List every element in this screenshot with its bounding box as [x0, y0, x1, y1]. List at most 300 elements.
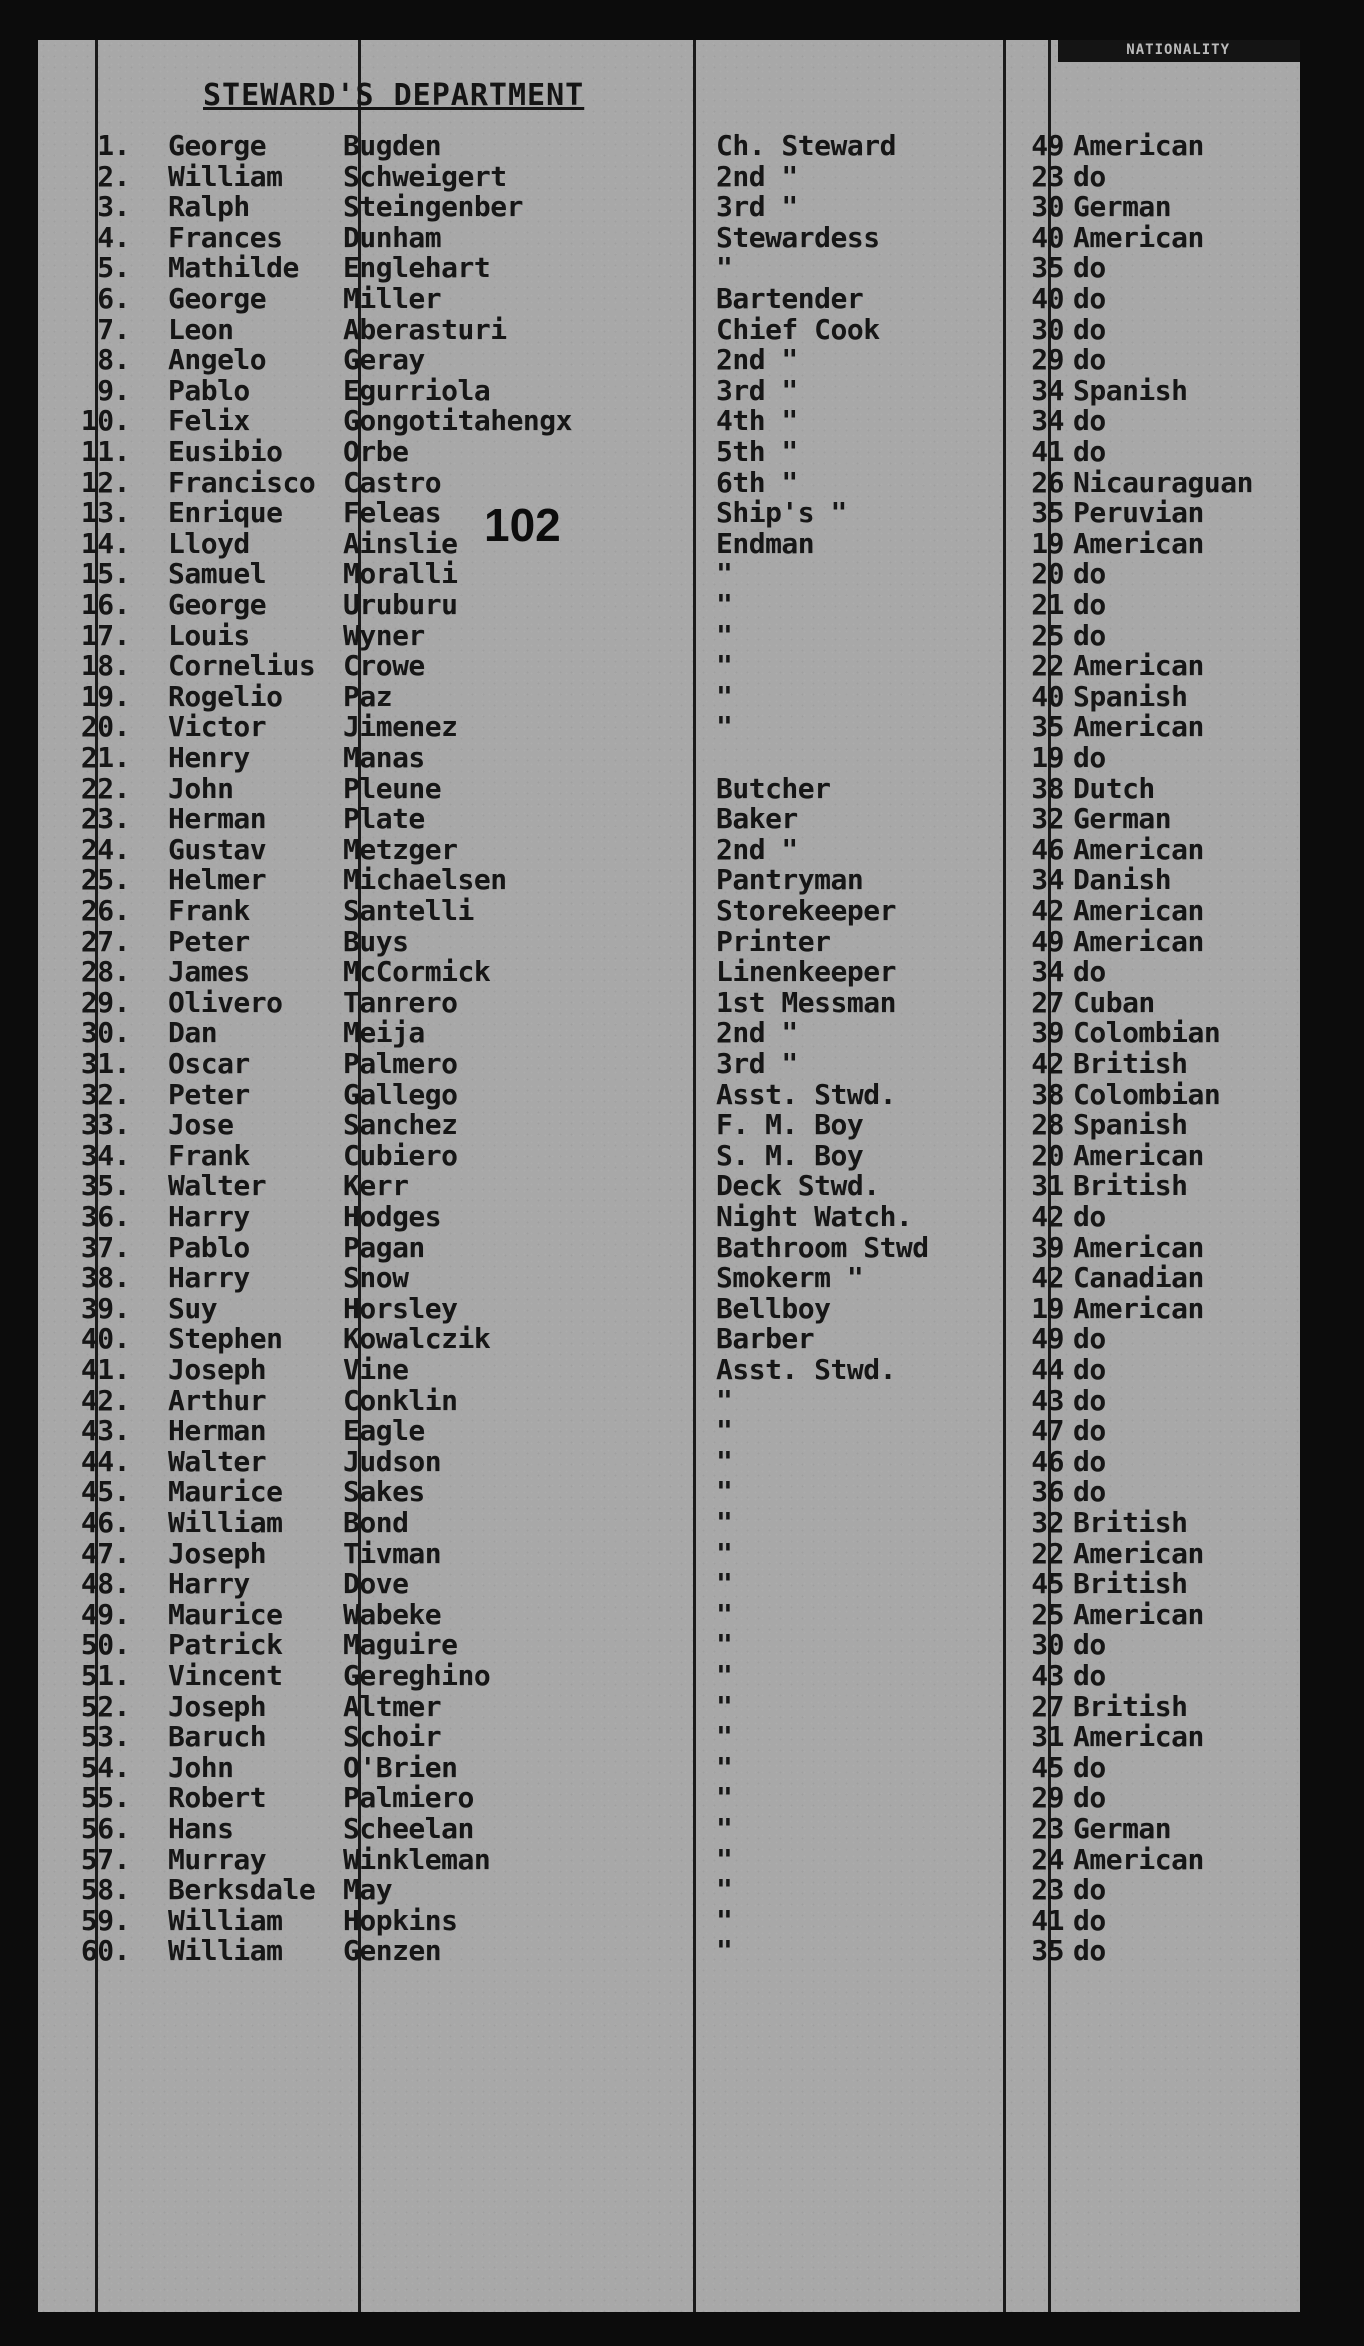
- first-name: Maurice: [168, 1475, 283, 1508]
- row-number: 16.: [80, 588, 130, 621]
- nationality: do: [1073, 1475, 1106, 1508]
- nationality: American: [1073, 1231, 1204, 1264]
- row-number: 27.: [80, 925, 130, 958]
- first-name: Angelo: [168, 343, 267, 376]
- nationality: do: [1073, 588, 1106, 621]
- last-name: Dunham: [343, 221, 442, 254]
- last-name: Schoir: [343, 1720, 442, 1753]
- last-name: Meija: [343, 1016, 425, 1049]
- age: 38: [1031, 1078, 1064, 1111]
- last-name: Palmiero: [343, 1781, 474, 1814]
- row-number: 20.: [80, 710, 130, 743]
- age: 35: [1031, 710, 1064, 743]
- nationality: Spanish: [1073, 1108, 1188, 1141]
- position: 1st Messman: [716, 986, 896, 1019]
- nationality: American: [1073, 833, 1204, 866]
- position: F. M. Boy: [716, 1108, 864, 1141]
- first-name: Enrique: [168, 496, 283, 529]
- nationality: Spanish: [1073, 680, 1188, 713]
- first-name: Olivero: [168, 986, 283, 1019]
- last-name: Pagan: [343, 1231, 425, 1264]
- first-name: Samuel: [168, 557, 267, 590]
- last-name: Winkleman: [343, 1843, 491, 1876]
- first-name: Louis: [168, 619, 250, 652]
- nationality: do: [1073, 1322, 1106, 1355]
- nationality: American: [1073, 1843, 1204, 1876]
- nationality: British: [1073, 1690, 1188, 1723]
- nationality: Cuban: [1073, 986, 1155, 1019]
- position: Ship's ": [716, 496, 847, 529]
- nationality: do: [1073, 1934, 1106, 1967]
- row-number: 41.: [80, 1353, 130, 1386]
- last-name: Vine: [343, 1353, 409, 1386]
- last-name: May: [343, 1873, 393, 1906]
- position: Deck Stwd.: [716, 1169, 880, 1202]
- last-name: Tivman: [343, 1537, 442, 1570]
- position: ": [716, 710, 733, 743]
- nationality: do: [1073, 404, 1106, 437]
- row-number: 53.: [80, 1720, 130, 1753]
- age: 19: [1031, 1292, 1064, 1325]
- age: 40: [1031, 282, 1064, 315]
- nationality: do: [1073, 955, 1106, 988]
- age: 28: [1031, 1108, 1064, 1141]
- position: ": [716, 1720, 733, 1753]
- age: 20: [1031, 557, 1064, 590]
- nationality: do: [1073, 1414, 1106, 1447]
- position: ": [716, 251, 733, 284]
- position: 3rd ": [716, 1047, 798, 1080]
- age: 35: [1031, 251, 1064, 284]
- last-name: Uruburu: [343, 588, 458, 621]
- ruled-line-position: [693, 40, 696, 2312]
- age: 27: [1031, 986, 1064, 1019]
- nationality: American: [1073, 1598, 1204, 1631]
- first-name: Murray: [168, 1843, 267, 1876]
- row-number: 55.: [80, 1781, 130, 1814]
- first-name: Dan: [168, 1016, 218, 1049]
- age: 36: [1031, 1475, 1064, 1508]
- last-name: Jimenez: [343, 710, 458, 743]
- age: 43: [1031, 1384, 1064, 1417]
- first-name: Herman: [168, 1414, 267, 1447]
- nationality: do: [1073, 741, 1106, 774]
- position: Endman: [716, 527, 815, 560]
- first-name: Helmer: [168, 863, 267, 896]
- nationality: Canadian: [1073, 1261, 1204, 1294]
- last-name: Gongotitahengx: [343, 404, 573, 437]
- nationality: Peruvian: [1073, 496, 1204, 529]
- nationality: American: [1073, 129, 1204, 162]
- age: 23: [1031, 1812, 1064, 1845]
- position: 3rd ": [716, 374, 798, 407]
- first-name: Harry: [168, 1200, 250, 1233]
- nationality: do: [1073, 435, 1106, 468]
- row-number: 6.: [97, 282, 130, 315]
- position: Smokerm ": [716, 1261, 864, 1294]
- manifest-sheet: [38, 40, 1300, 2312]
- age: 41: [1031, 1904, 1064, 1937]
- first-name: Leon: [168, 313, 234, 346]
- age: 27: [1031, 1690, 1064, 1723]
- age: 42: [1031, 1261, 1064, 1294]
- age: 42: [1031, 1047, 1064, 1080]
- row-number: 13.: [80, 496, 130, 529]
- first-name: Walter: [168, 1445, 267, 1478]
- last-name: Pleune: [343, 772, 442, 805]
- row-number: 35.: [80, 1169, 130, 1202]
- row-number: 9.: [97, 374, 130, 407]
- row-number: 52.: [80, 1690, 130, 1723]
- last-name: Schweigert: [343, 160, 507, 193]
- last-name: Dove: [343, 1567, 409, 1600]
- position: Chief Cook: [716, 313, 880, 346]
- position: 6th ": [716, 466, 798, 499]
- first-name: William: [168, 1934, 283, 1967]
- last-name: Horsley: [343, 1292, 458, 1325]
- row-number: 25.: [80, 863, 130, 896]
- page-title: STEWARD'S DEPARTMENT: [203, 78, 585, 113]
- row-number: 15.: [80, 557, 130, 590]
- first-name: Frank: [168, 1139, 250, 1172]
- first-name: Rogelio: [168, 680, 283, 713]
- row-number: 10.: [80, 404, 130, 437]
- last-name: Sanchez: [343, 1108, 458, 1141]
- nationality: American: [1073, 221, 1204, 254]
- last-name: Kerr: [343, 1169, 409, 1202]
- nationality: do: [1073, 1659, 1106, 1692]
- last-name: O'Brien: [343, 1751, 458, 1784]
- row-number: 1.: [97, 129, 130, 162]
- last-name: Kowalczik: [343, 1322, 491, 1355]
- row-number: 33.: [80, 1108, 130, 1141]
- first-name: Joseph: [168, 1537, 267, 1570]
- position: ": [716, 1598, 733, 1631]
- nationality: do: [1073, 557, 1106, 590]
- last-name: Tanrero: [343, 986, 458, 1019]
- age: 40: [1031, 221, 1064, 254]
- first-name: Felix: [168, 404, 250, 437]
- position: ": [716, 619, 733, 652]
- first-name: Ralph: [168, 190, 250, 223]
- last-name: Scheelan: [343, 1812, 474, 1845]
- nationality: American: [1073, 1537, 1204, 1570]
- age: 32: [1031, 1506, 1064, 1539]
- nationality: do: [1073, 1445, 1106, 1478]
- nationality: do: [1073, 1781, 1106, 1814]
- last-name: Crowe: [343, 649, 425, 682]
- position: ": [716, 680, 733, 713]
- row-number: 31.: [80, 1047, 130, 1080]
- row-number: 14.: [80, 527, 130, 560]
- row-number: 17.: [80, 619, 130, 652]
- last-name: Metzger: [343, 833, 458, 866]
- row-number: 43.: [80, 1414, 130, 1447]
- first-name: Harry: [168, 1261, 250, 1294]
- nationality: Nicauraguan: [1073, 466, 1253, 499]
- row-number: 11.: [80, 435, 130, 468]
- last-name: Moralli: [343, 557, 458, 590]
- age: 49: [1031, 1322, 1064, 1355]
- nationality: do: [1073, 1751, 1106, 1784]
- first-name: Frances: [168, 221, 283, 254]
- row-number: 45.: [80, 1475, 130, 1508]
- nationality: Colombian: [1073, 1016, 1221, 1049]
- age: 34: [1031, 374, 1064, 407]
- position: 2nd ": [716, 160, 798, 193]
- nationality: American: [1073, 527, 1204, 560]
- last-name: Buys: [343, 925, 409, 958]
- age: 25: [1031, 619, 1064, 652]
- nationality: American: [1073, 894, 1204, 927]
- nationality: British: [1073, 1047, 1188, 1080]
- nationality: do: [1073, 313, 1106, 346]
- nationality: American: [1073, 1139, 1204, 1172]
- age: 46: [1031, 1445, 1064, 1478]
- row-number: 38.: [80, 1261, 130, 1294]
- age: 21: [1031, 588, 1064, 621]
- first-name: Vincent: [168, 1659, 283, 1692]
- age: 35: [1031, 496, 1064, 529]
- position: S. M. Boy: [716, 1139, 864, 1172]
- last-name: Conklin: [343, 1384, 458, 1417]
- row-number: 50.: [80, 1628, 130, 1661]
- row-number: 26.: [80, 894, 130, 927]
- row-number: 4.: [97, 221, 130, 254]
- first-name: John: [168, 772, 234, 805]
- nationality: British: [1073, 1567, 1188, 1600]
- position: ": [716, 557, 733, 590]
- last-name: Gereghino: [343, 1659, 491, 1692]
- first-name: Maurice: [168, 1598, 283, 1631]
- last-name: Wabeke: [343, 1598, 442, 1631]
- position: ": [716, 649, 733, 682]
- position: Storekeeper: [716, 894, 896, 927]
- position: ": [716, 1843, 733, 1876]
- age: 26: [1031, 466, 1064, 499]
- age: 38: [1031, 772, 1064, 805]
- age: 24: [1031, 1843, 1064, 1876]
- position: Night Watch.: [716, 1200, 913, 1233]
- first-name: Baruch: [168, 1720, 267, 1753]
- position: ": [716, 1567, 733, 1600]
- top-edge-stripe: [1058, 40, 1300, 62]
- row-number: 44.: [80, 1445, 130, 1478]
- row-number: 60.: [80, 1934, 130, 1967]
- nationality: do: [1073, 619, 1106, 652]
- position: Pantryman: [716, 863, 864, 896]
- first-name: Pablo: [168, 1231, 250, 1264]
- position: ": [716, 1751, 733, 1784]
- last-name: Castro: [343, 466, 442, 499]
- first-name: James: [168, 955, 250, 988]
- age: 42: [1031, 1200, 1064, 1233]
- position: Ch. Steward: [716, 129, 896, 162]
- last-name: Judson: [343, 1445, 442, 1478]
- position: 4th ": [716, 404, 798, 437]
- last-name: Genzen: [343, 1934, 442, 1967]
- nationality: American: [1073, 710, 1204, 743]
- last-name: Hopkins: [343, 1904, 458, 1937]
- position: ": [716, 1659, 733, 1692]
- last-name: Bugden: [343, 129, 442, 162]
- first-name: Peter: [168, 925, 250, 958]
- first-name: Walter: [168, 1169, 267, 1202]
- last-name: Paz: [343, 680, 393, 713]
- first-name: William: [168, 160, 283, 193]
- page-stamp-number: 102: [484, 499, 561, 551]
- age: 45: [1031, 1751, 1064, 1784]
- age: 29: [1031, 343, 1064, 376]
- last-name: Altmer: [343, 1690, 442, 1723]
- first-name: Berksdale: [168, 1873, 316, 1906]
- last-name: Bond: [343, 1506, 409, 1539]
- age: 31: [1031, 1169, 1064, 1202]
- row-number: 34.: [80, 1139, 130, 1172]
- age: 41: [1031, 435, 1064, 468]
- nationality: Spanish: [1073, 374, 1188, 407]
- nationality: British: [1073, 1169, 1188, 1202]
- nationality: do: [1073, 1628, 1106, 1661]
- first-name: Patrick: [168, 1628, 283, 1661]
- row-number: 56.: [80, 1812, 130, 1845]
- row-number: 57.: [80, 1843, 130, 1876]
- first-name: Hans: [168, 1812, 234, 1845]
- position: ": [716, 1628, 733, 1661]
- nationality: do: [1073, 1384, 1106, 1417]
- row-number: 28.: [80, 955, 130, 988]
- first-name: George: [168, 129, 267, 162]
- last-name: Ainslie: [343, 527, 458, 560]
- first-name: Mathilde: [168, 251, 299, 284]
- last-name: Geray: [343, 343, 425, 376]
- age: 35: [1031, 1934, 1064, 1967]
- last-name: Wyner: [343, 619, 425, 652]
- age: 39: [1031, 1231, 1064, 1264]
- age: 47: [1031, 1414, 1064, 1447]
- nationality: do: [1073, 282, 1106, 315]
- row-number: 29.: [80, 986, 130, 1019]
- last-name: Snow: [343, 1261, 409, 1294]
- last-name: Palmero: [343, 1047, 458, 1080]
- age: 43: [1031, 1659, 1064, 1692]
- first-name: Oscar: [168, 1047, 250, 1080]
- last-name: Sakes: [343, 1475, 425, 1508]
- age: 49: [1031, 925, 1064, 958]
- nationality: American: [1073, 1292, 1204, 1325]
- first-name: William: [168, 1904, 283, 1937]
- first-name: Jose: [168, 1108, 234, 1141]
- nationality: do: [1073, 1873, 1106, 1906]
- last-name: Santelli: [343, 894, 474, 927]
- row-number: 30.: [80, 1016, 130, 1049]
- row-number: 46.: [80, 1506, 130, 1539]
- position: Asst. Stwd.: [716, 1078, 896, 1111]
- age: 23: [1031, 160, 1064, 193]
- first-name: Eusibio: [168, 435, 283, 468]
- last-name: Egurriola: [343, 374, 491, 407]
- position: ": [716, 1445, 733, 1478]
- row-number: 54.: [80, 1751, 130, 1784]
- nationality: Dutch: [1073, 772, 1155, 805]
- age: 30: [1031, 313, 1064, 346]
- first-name: Herman: [168, 802, 267, 835]
- row-number: 58.: [80, 1873, 130, 1906]
- first-name: Joseph: [168, 1690, 267, 1723]
- position: ": [716, 1384, 733, 1417]
- first-name: Francisco: [168, 466, 316, 499]
- age: 30: [1031, 1628, 1064, 1661]
- age: 45: [1031, 1567, 1064, 1600]
- row-number: 37.: [80, 1231, 130, 1264]
- position: ": [716, 1690, 733, 1723]
- age: 19: [1031, 741, 1064, 774]
- first-name: Lloyd: [168, 527, 250, 560]
- last-name: Maguire: [343, 1628, 458, 1661]
- row-number: 8.: [97, 343, 130, 376]
- age: 22: [1031, 649, 1064, 682]
- row-number: 7.: [97, 313, 130, 346]
- last-name: Englehart: [343, 251, 491, 284]
- age: 44: [1031, 1353, 1064, 1386]
- age: 31: [1031, 1720, 1064, 1753]
- first-name: Pablo: [168, 374, 250, 407]
- position: Asst. Stwd.: [716, 1353, 896, 1386]
- row-number: 39.: [80, 1292, 130, 1325]
- age: 34: [1031, 955, 1064, 988]
- first-name: Gustav: [168, 833, 267, 866]
- last-name: Aberasturi: [343, 313, 507, 346]
- row-number: 24.: [80, 833, 130, 866]
- nationality: Danish: [1073, 863, 1172, 896]
- row-number: 47.: [80, 1537, 130, 1570]
- position: Bellboy: [716, 1292, 831, 1325]
- last-name: Gallego: [343, 1078, 458, 1111]
- row-number: 42.: [80, 1384, 130, 1417]
- age: 34: [1031, 863, 1064, 896]
- nationality: do: [1073, 343, 1106, 376]
- first-name: Robert: [168, 1781, 267, 1814]
- row-number: 36.: [80, 1200, 130, 1233]
- age: 30: [1031, 190, 1064, 223]
- position: ": [716, 1537, 733, 1570]
- nationality: German: [1073, 190, 1172, 223]
- position: Bartender: [716, 282, 864, 315]
- position: Stewardess: [716, 221, 880, 254]
- first-name: John: [168, 1751, 234, 1784]
- nationality: do: [1073, 1200, 1106, 1233]
- nationality: do: [1073, 160, 1106, 193]
- age: 32: [1031, 802, 1064, 835]
- row-number: 59.: [80, 1904, 130, 1937]
- position: Butcher: [716, 772, 831, 805]
- row-number: 12.: [80, 466, 130, 499]
- first-name: Peter: [168, 1078, 250, 1111]
- row-number: 3.: [97, 190, 130, 223]
- row-number: 2.: [97, 160, 130, 193]
- last-name: Cubiero: [343, 1139, 458, 1172]
- nationality: German: [1073, 1812, 1172, 1845]
- position: 2nd ": [716, 343, 798, 376]
- row-number: 51.: [80, 1659, 130, 1692]
- age: 25: [1031, 1598, 1064, 1631]
- position: ": [716, 588, 733, 621]
- position: ": [716, 1414, 733, 1447]
- nationality: Colombian: [1073, 1078, 1221, 1111]
- first-name: Victor: [168, 710, 267, 743]
- last-name: Feleas: [343, 496, 442, 529]
- row-number: 32.: [80, 1078, 130, 1111]
